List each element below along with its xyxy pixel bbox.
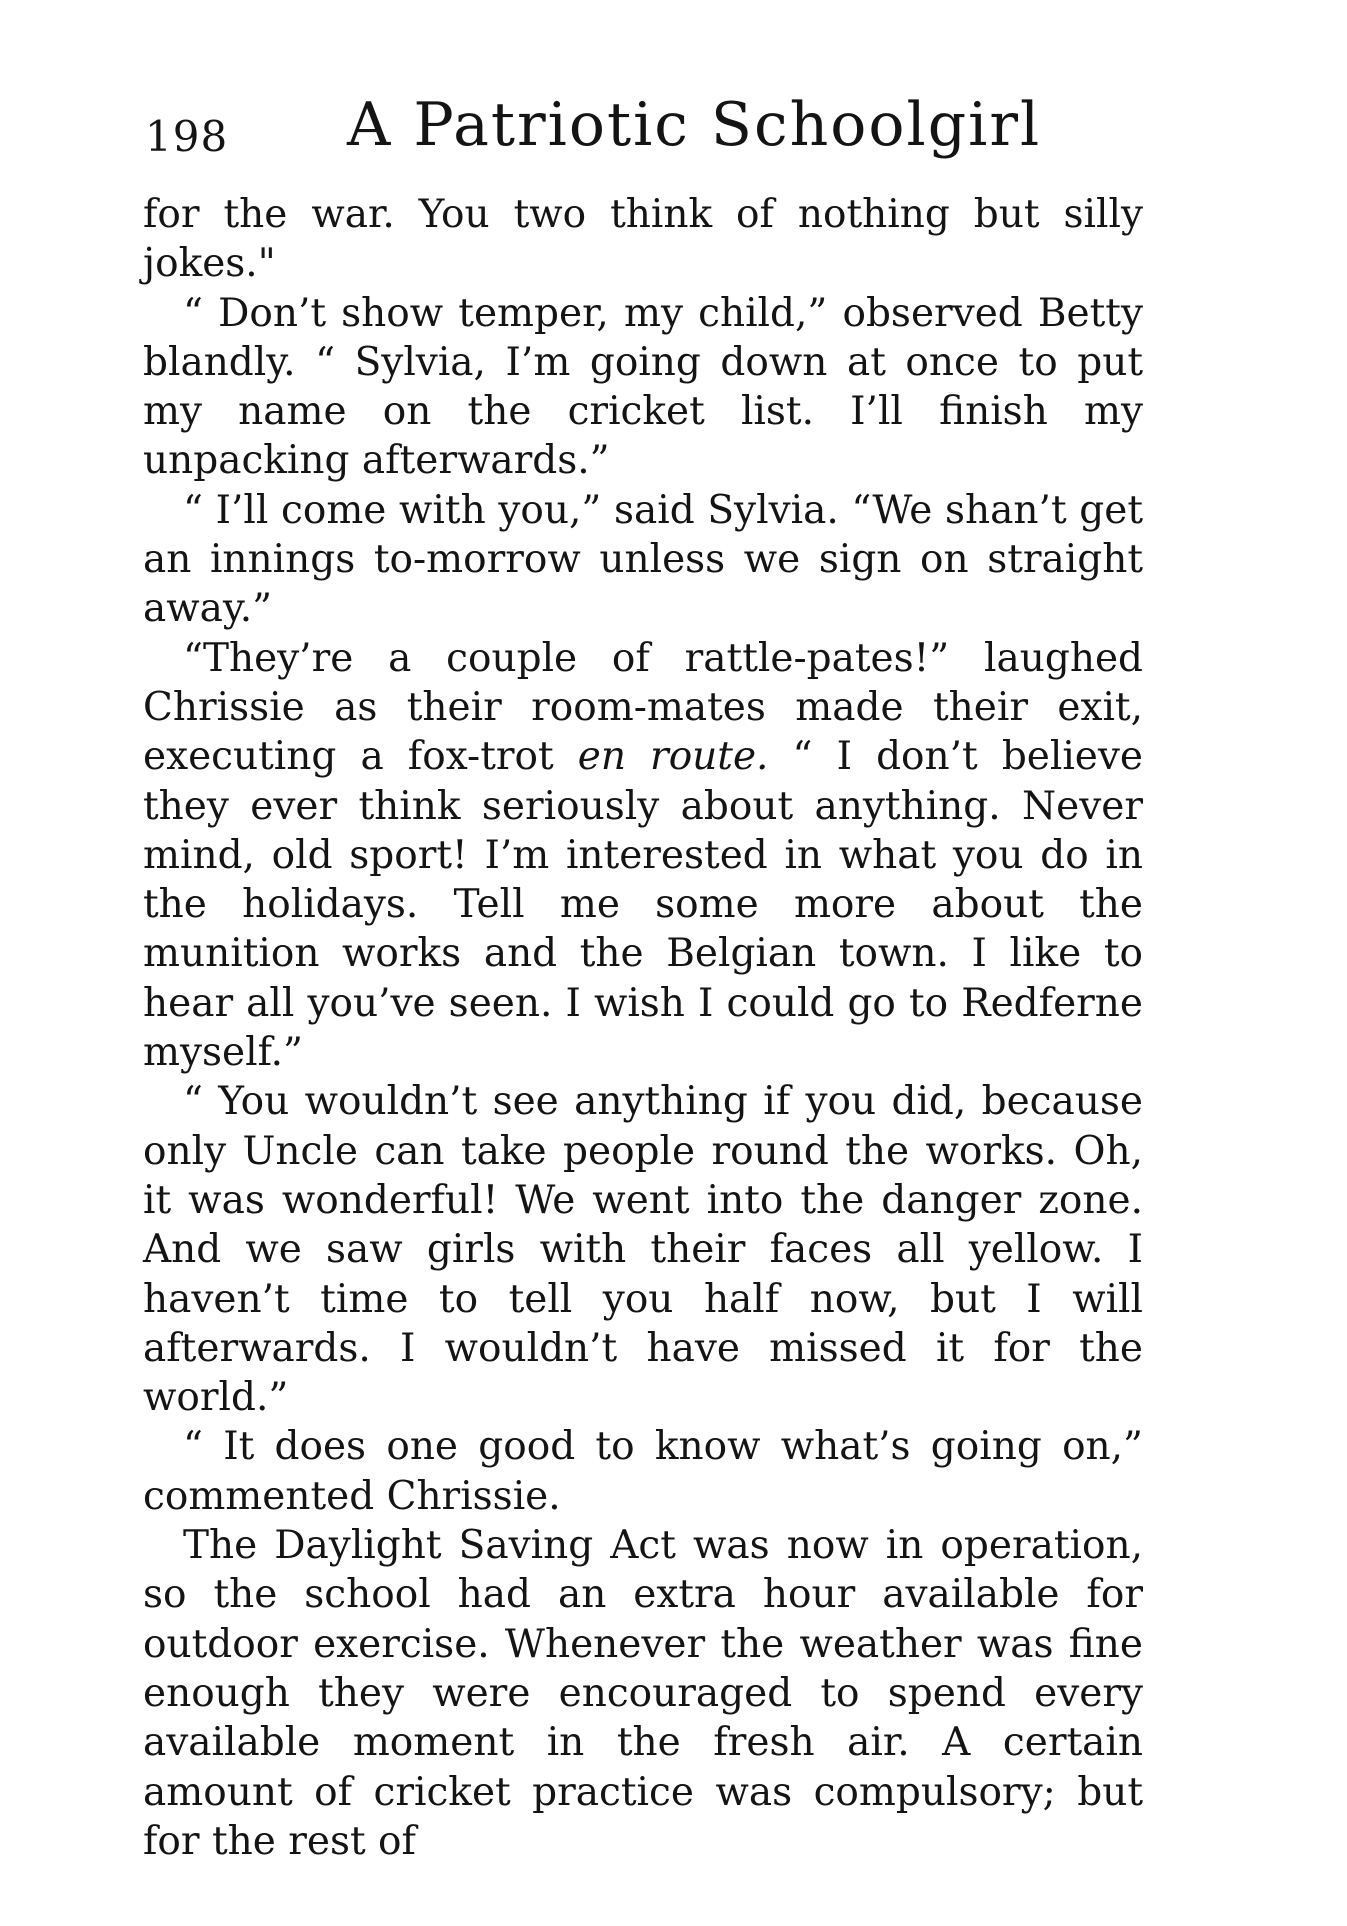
running-title: A Patriotic Schoolgirl — [347, 90, 1042, 160]
paragraph-4-italic: en route. — [577, 734, 769, 780]
paragraph-4 — [143, 634, 1143, 1078]
paragraph-4-text-a: “They’re a couple of rattle-pates!” laughed Chrissie as their room-mates made their exit, executing a fox-trot — [143, 635, 1143, 780]
page-header — [145, 90, 1145, 170]
page-number: 198 — [145, 112, 229, 161]
paragraph-1: for the war. You two think of nothing but silly jokes." — [143, 192, 1143, 287]
paragraph-4-text-b: “ I don’t believe they ever think seriously about anything. Never mind, old sport! I’m interested in what you do in the holidays. Tell me some more about the munition works and the Belgian town. I like to hear all you’ve seen. I wish I could go to Redferne myself.” — [143, 734, 1143, 1076]
paragraph-6: “ It does one good to know what’s going on,” commented Chrissie. — [143, 1424, 1143, 1519]
paragraph-3: “ I’ll come with you,” said Sylvia. “We shan’t get an innings to-morrow unless we sign on straight away.” — [143, 487, 1143, 632]
paragraph-5: “ You wouldn’t see anything if you did, because only Uncle can take people round the works. Oh, it was wonderful! We went into the danger zone. And we saw girls with their faces all yellow. I haven’t time to tell you half now, but I will afterwards. I wouldn’t have missed it for the world.” — [143, 1079, 1143, 1421]
paragraph-2: “ Don’t show temper, my child,” observed Betty blandly. “ Sylvia, I’m going down at once to put my name on the cricket list. I’ll finish my unpacking afterwards.” — [143, 290, 1143, 484]
paragraph-7: The Daylight Saving Act was now in operation, so the school had an extra hour available for outdoor exercise. Whenever the weather was fine enough they were encouraged to spend every available moment in the fresh air. A certain amount of cricket practice was compulsory; but for the rest of — [143, 1523, 1143, 1864]
body-text — [143, 190, 1143, 1866]
